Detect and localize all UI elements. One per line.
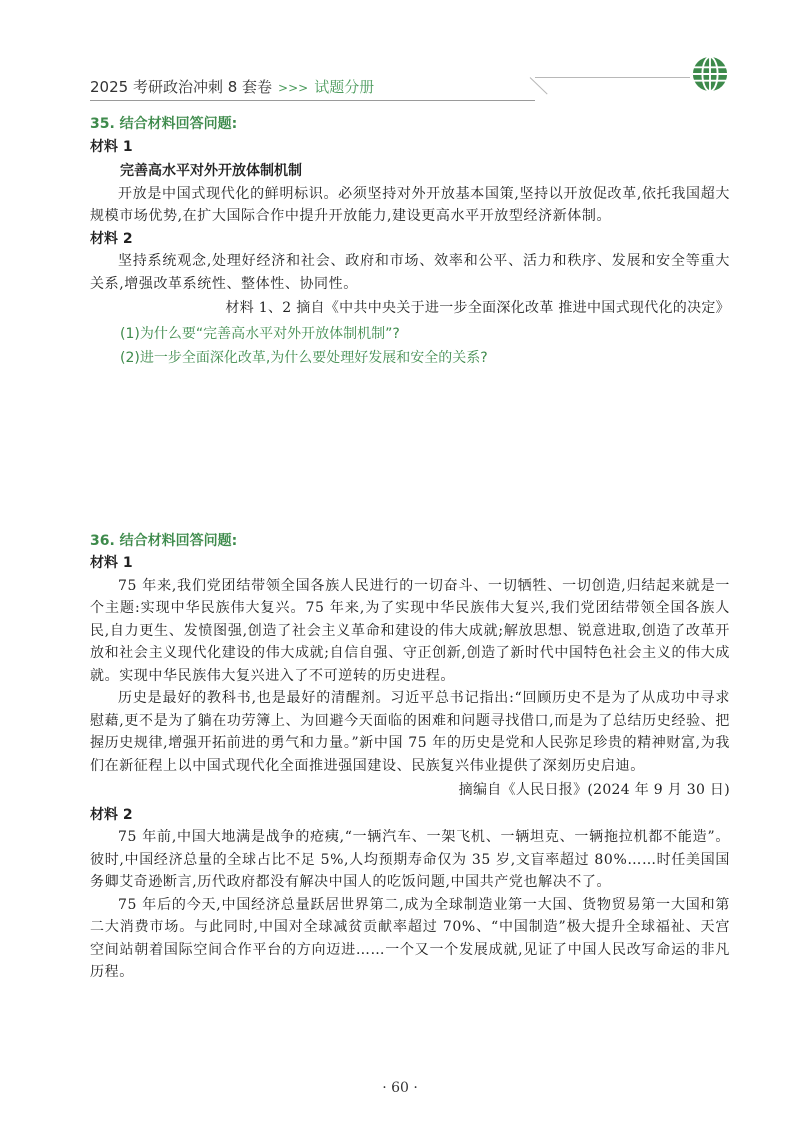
q35-material-2-text: 坚持系统观念,处理好经济和社会、政府和市场、效率和公平、活力和秩序、发展和安全等重大关系,增强改革系统性、整体性、协同性。: [90, 253, 730, 292]
question-35-heading: 35. 结合材料回答问题:: [90, 116, 238, 132]
q36-material-1-label: 材料 1: [90, 555, 133, 571]
q36-material-2-para-1: 75 年前,中国大地满是战争的疮痍,“一辆汽车、一架飞机、一辆坦克、一辆拖拉机都不能造”。彼时,中国经济总量的全球占比不足 5%,人均预期寿命仅为 35 岁,文盲率超过 80%……时任美国国务卿艾奇逊断言,历代政府都没有解决中国人的吃饭问题,中国共产党也解决不了。: [90, 829, 730, 890]
header-rule: [90, 100, 535, 101]
q36-material-1-para-2: 历史是最好的教科书,也是最好的清醒剂。习近平总书记指出:“回顾历史不是为了从成功中寻求慰藉,更不是为了躺在功劳簿上、为回避今天面临的困难和问题寻找借口,而是为了总结历史经验、把握历史规律,增强开拓前进的勇气和力量。”新中国 75 年的历史是党和人民弥足珍贵的精神财富,为我们在新征程上以中国式现代化全面推进强国建设、民族复兴伟业提供了深刻历史启迪。: [90, 690, 730, 774]
header-title: [90, 76, 374, 97]
q35-material-1-label: 材料 1: [90, 138, 133, 155]
q35-material-2-label: 材料 2: [90, 230, 133, 247]
q35-source: 材料 1、2 摘自《中共中央关于进一步全面深化改革 推进中国式现代化的决定》: [225, 300, 730, 316]
answer-space: [90, 370, 730, 530]
q36-material-1-para-1: 75 年来,我们党团结带领全国各族人民进行的一切奋斗、一切牺牲、一切创造,归结起来就是一个主题:实现中华民族伟大复兴。75 年来,为了实现中华民族伟大复兴,我们党团结带领全国各族人民,自力更生、发愤图强,创造了社会主义革命和建设的伟大成就;解放思想、锐意进取,创造了改革开放和社会主义现代化建设的伟大成就;自信自强、守正创新,创造了新时代中国特色社会主义的伟大成就。实现中华民族伟大复兴进入了不可逆转的历史进程。: [90, 577, 730, 684]
question-36-heading: 36. 结合材料回答问题:: [90, 532, 238, 549]
q35-subquestion-2: (2)进一步全面深化改革,为什么要处理好发展和安全的关系?: [120, 349, 488, 366]
header-rule-upper: [535, 77, 690, 78]
q35-material-1-title: 完善高水平对外开放体制机制: [120, 163, 302, 179]
q35-subquestion-1: (1)为什么要“完善高水平对外开放体制机制”?: [120, 325, 400, 342]
q35-material-1-text: 开放是中国式现代化的鲜明标识。必须坚持对外开放基本国策,坚持以开放促改革,依托我国超大规模市场优势,在扩大国际合作中提升开放能力,建设更高水平开放型经济新体制。: [90, 185, 730, 224]
header-subtitle: 试题分册: [314, 78, 375, 96]
globe-logo-icon: [691, 55, 729, 93]
header-arrows: >>>: [278, 81, 309, 95]
page-number: · 60 ·: [382, 1080, 418, 1096]
q36-material-2-label: 材料 2: [90, 806, 133, 823]
q36-material-1-source: 摘编自《人民日报》(2024 年 9 月 30 日): [458, 782, 730, 798]
book-title: 2025 考研政治冲刺 8 套卷: [90, 78, 273, 96]
header-rule-slant: [530, 77, 548, 94]
q36-material-2-para-2: 75 年后的今天,中国经济总量跃居世界第二,成为全球制造业第一大国、货物贸易第一大国和第二大消费市场。与此同时,中国对全球减贫贡献率超过 70%、“中国制造”极大提升全球福祉、天宫空间站朝着国际空间合作平台的方向迈进……一个又一个发展成就,见证了中国人民改写命运的非凡历程。: [90, 896, 730, 980]
page-header: [90, 70, 730, 110]
page-content: [90, 113, 730, 984]
